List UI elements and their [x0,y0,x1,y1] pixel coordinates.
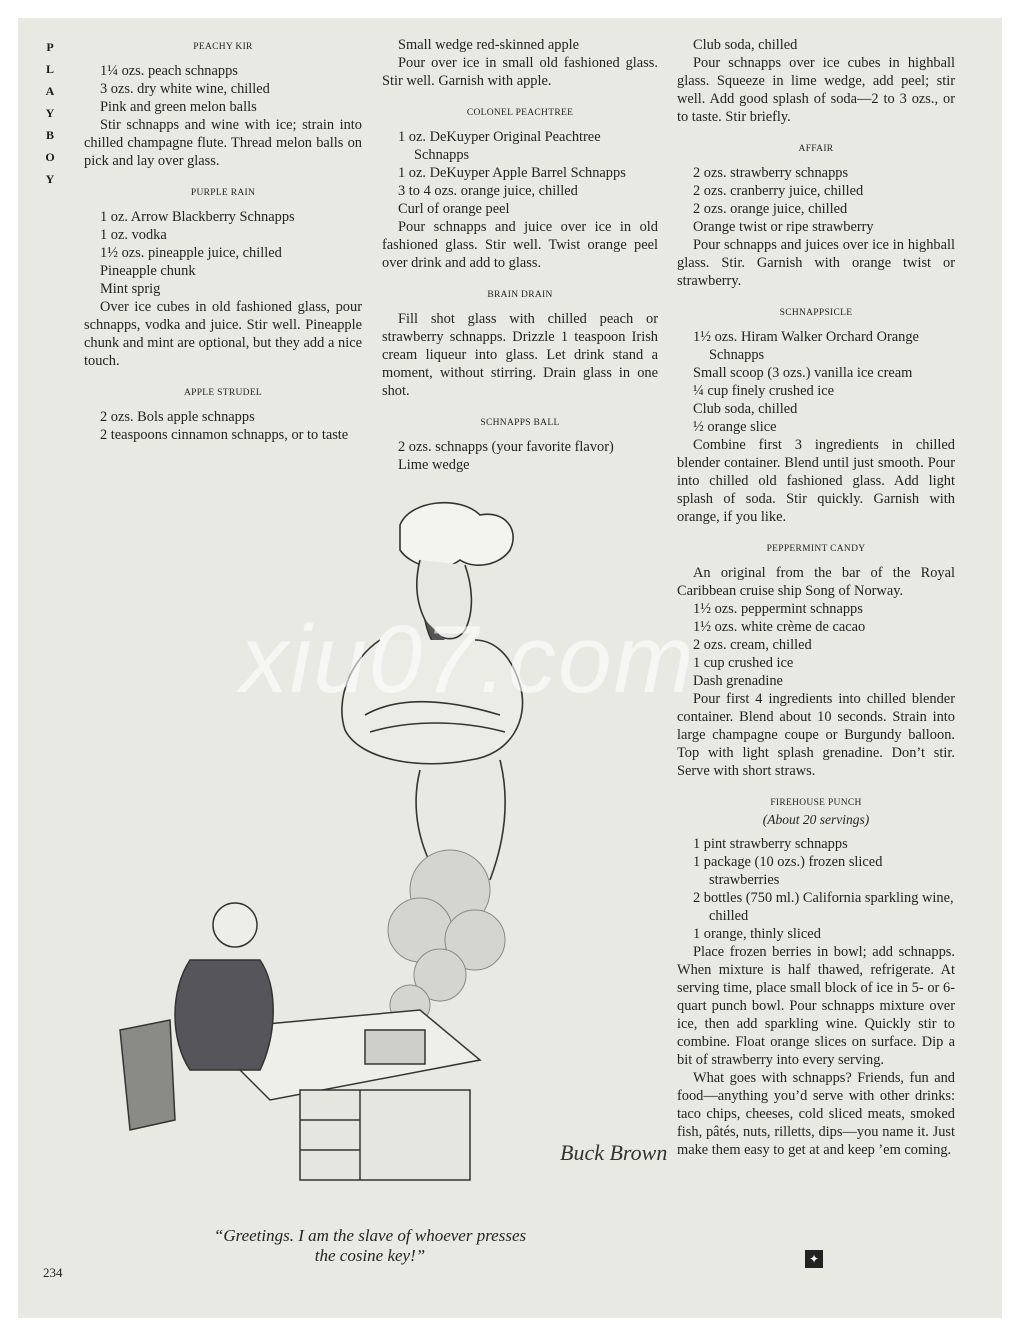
ingredient: 1¼ ozs. peach schnapps [100,63,238,79]
ingredient: 3 ozs. dry white wine, chilled [100,81,270,97]
caption-line: “Greetings. I am the slave of whoever presses [213,1226,527,1245]
recipe-servings: (About 20 servings) [762,812,870,827]
directions: Combine first 3 ingredients in chilled blender container. Blend until just smooth. Pour into chilled old fashioned glass. Add light splash of soda. Stir quickly. Garnish with orange, if you like. [677,437,955,525]
ingredient: Mint sprig [100,281,161,297]
masthead-letter: L [45,62,54,76]
ingredient: 1 oz. DeKuyper Apple Barrel Schnapps [398,165,626,181]
ingredient: 2 ozs. cream, chilled [693,637,812,653]
ingredient: Club soda, chilled [693,37,798,53]
masthead-letter: O [45,150,55,164]
masthead-letter: Y [45,172,55,186]
ingredient: ¼ cup finely crushed ice [693,383,835,399]
watermark: xiu07.com [240,606,696,713]
recipe-title: FIREHOUSE PUNCH [770,798,862,808]
masthead-letter: P [46,40,54,54]
masthead-letter: Y [45,106,55,120]
directions: Pour schnapps and juice over ice in old fashioned glass. Stir well. Twist orange peel over drink and add to glass. [382,219,658,271]
ingredient: ½ orange slice [693,419,777,435]
recipe-title: AFFAIR [798,144,834,154]
recipe-title: PURPLE RAIN [190,188,256,198]
ingredient: 3 to 4 ozs. orange juice, chilled [398,183,578,199]
caption-line: the cosine key!” [314,1246,426,1265]
directions: Pour over ice in small old fashioned glass. Stir well. Garnish with apple. [382,55,658,89]
ingredient: Lime wedge [398,457,470,473]
ingredient: 1 pint strawberry schnapps [693,836,848,852]
ingredient: 1½ ozs. peppermint schnapps [693,601,863,617]
ingredient: Orange twist or ripe strawberry [693,219,874,235]
masthead-letter: B [45,128,54,142]
closing-paragraph: What goes with schnapps? Friends, fun and food—anything you’d serve with other drinks: taco chips, cheeses, cold sliced meats, smoked fish, pâtés, nuts, rilletts, dips—you name it. Just make them easy to get at and keep ’em coming. [677,1070,955,1158]
ingredient: Curl of orange peel [398,201,510,217]
masthead-letter: A [45,84,55,98]
masthead-vertical [40,36,60,190]
ingredient: 2 ozs. strawberry schnapps [693,165,849,181]
ingredient: 2 ozs. cranberry juice, chilled [693,183,864,199]
directions: Pour schnapps over ice cubes in highball glass. Squeeze in lime wedge, add peel; stir well. Add good splash of soda—2 to 3 ozs., or to taste. Stir briefly. [677,55,955,125]
recipe-column-3 [677,36,955,1159]
ingredient: 1 orange, thinly sliced [693,926,821,942]
cartoon-illustration [80,470,668,1210]
directions: Over ice cubes in old fashioned glass, pour schnapps, vodka and juice. Stir well. Pineapple chunk and mint are optional, but they add a nice touch. [84,299,362,369]
directions: Stir schnapps and wine with ice; strain into chilled champagne flute. Thread melon balls on pick and lay over glass. [84,117,362,169]
directions: Fill shot glass with chilled peach or strawberry schnapps. Drizzle 1 teaspoon Irish cream liqueur into glass. Let drink stand a moment, without stirring. Drain glass in one shot. [382,311,658,399]
recipe-column-2 [382,36,658,474]
ingredient: Small wedge red-skinned apple [398,37,580,53]
cartoon-caption [150,1226,590,1266]
ingredient: 2 bottles (750 ml.) California sparkling wine, chilled [693,890,954,924]
ingredient: 1 oz. vodka [100,227,167,243]
directions: Place frozen berries in bowl; add schnapps. When mixture is half thawed, refrigerate. At serving time, place small block of ice in 5- or 6-quart punch bowl. Pour schnapps mixture over ice, then add sparkling wine. Quickly stir to combine. Float orange slices on surface. Dip a bit of strawberry into every serving. [677,944,955,1068]
ingredient: 1½ ozs. pineapple juice, chilled [100,245,282,261]
ingredient: 2 ozs. orange juice, chilled [693,201,848,217]
ingredient: Pineapple chunk [100,263,196,279]
recipe-title: SCHNAPPS BALL [480,418,560,428]
recipe-title: PEPPERMINT CANDY [766,544,866,554]
ingredient: 1 oz. Arrow Blackberry Schnapps [100,209,295,225]
ingredient: 1 oz. DeKuyper Original Peachtree Schnapps [398,129,601,163]
ingredient: 2 ozs. Bols apple schnapps [100,409,255,425]
rabbit-head-icon: ✦ [805,1250,823,1268]
recipe-title: SCHNAPPSICLE [779,308,853,318]
ingredient: Club soda, chilled [693,401,798,417]
ingredient: 1 package (10 ozs.) frozen sliced strawberries [693,854,883,888]
directions: Pour schnapps and juices over ice in highball glass. Stir. Garnish with orange twist or strawberry. [677,237,955,289]
recipe-title: COLONEL PEACHTREE [466,108,574,118]
recipe-title: BRAIN DRAIN [487,290,553,300]
recipe-intro: An original from the bar of the Royal Caribbean cruise ship Song of Norway. [677,565,955,599]
ingredient: Small scoop (3 ozs.) vanilla ice cream [693,365,913,381]
recipe-column-1 [84,36,362,444]
recipe-title: APPLE STRUDEL [183,388,263,398]
ingredient: 1 cup crushed ice [693,655,794,671]
recipe-title: PEACHY KIR [193,42,253,52]
cartoonist-signature: Buck Brown [560,1140,668,1165]
ingredient: Dash grenadine [693,673,783,689]
ingredient: Pink and green melon balls [100,99,257,115]
ingredient: 2 ozs. schnapps (your favorite flavor) [398,439,614,455]
ingredient: 1½ ozs. white crème de cacao [693,619,866,635]
ingredient: 2 teaspoons cinnamon schnapps, or to taste [100,427,349,443]
ingredient: 1½ ozs. Hiram Walker Orchard Orange Schnapps [693,329,919,363]
page-number: 234 [43,1265,63,1280]
directions: Pour first 4 ingredients into chilled blender container. Blend about 10 seconds. Strain into large champagne coupe or Burgundy balloon. Top with light splash grenadine. Don’t stir. Serve with short straws. [677,691,955,779]
